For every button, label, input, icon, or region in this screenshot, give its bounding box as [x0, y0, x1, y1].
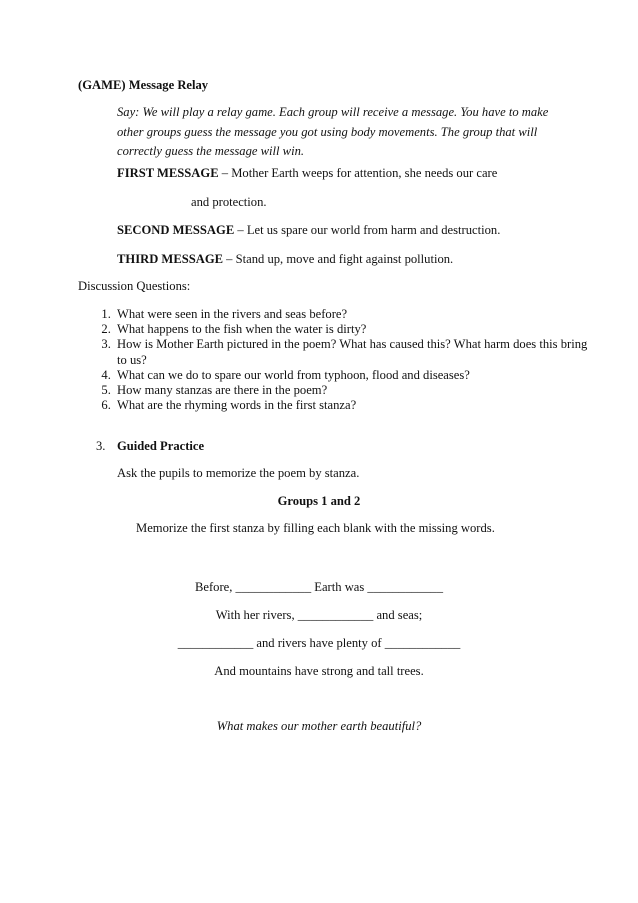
- guided-title: Guided Practice: [117, 439, 205, 453]
- third-message-label: THIRD MESSAGE: [117, 252, 224, 266]
- third-message-text: – Stand up, move and fight against pollution.: [223, 252, 454, 266]
- discussion-question: 1. What were seen in the rivers and seas before?: [114, 307, 594, 322]
- guided-instruction: Ask the pupils to memorize the poem by stanza.: [117, 466, 360, 480]
- discussion-question: 3. How is Mother Earth pictured in the poem? What has caused this? What harm does this bring to us?: [114, 337, 594, 367]
- group-heading: Groups 1 and 2: [277, 494, 361, 508]
- second-message: [117, 224, 500, 237]
- first-message: [117, 167, 497, 180]
- discussion-question: 4. What can we do to spare our world from typhoon, flood and diseases?: [114, 368, 594, 383]
- game-title: (GAME) Message Relay: [78, 78, 209, 92]
- third-message: [117, 253, 453, 266]
- discussion-question: 2. What happens to the fish when the water is dirty?: [114, 322, 594, 337]
- poem-line: With her rivers, ____________ and seas;: [215, 608, 423, 622]
- discussion-question: 6. What are the rhyming words in the first stanza?: [114, 398, 594, 413]
- discussion-question: 5. How many stanzas are there in the poem?: [114, 383, 594, 398]
- poem-line: ____________ and rivers have plenty of ____________: [177, 636, 461, 650]
- poem-line: Before, ____________ Earth was ____________: [195, 580, 443, 594]
- poem-line: And mountains have strong and tall trees.: [214, 664, 424, 678]
- second-message-label: SECOND MESSAGE: [117, 223, 235, 237]
- discussion-heading: Discussion Questions:: [78, 279, 191, 293]
- discussion-questions-list: [78, 307, 594, 413]
- closing-question: What makes our mother earth beautiful?: [216, 719, 422, 733]
- game-instruction: Say: We will play a relay game. Each group will receive a message. You have to make other groups guess the message you got using body movements. The group that will correctly guess the message will win.: [117, 105, 549, 158]
- guided-task: Memorize the first stanza by filling each blank with the missing words.: [136, 521, 495, 535]
- first-message-label: FIRST MESSAGE: [117, 166, 219, 180]
- second-message-text: – Let us spare our world from harm and destruction.: [234, 223, 501, 237]
- first-message-continuation: and protection.: [191, 195, 267, 209]
- guided-number: 3.: [96, 439, 106, 453]
- first-message-text: – Mother Earth weeps for attention, she needs our care: [218, 166, 498, 180]
